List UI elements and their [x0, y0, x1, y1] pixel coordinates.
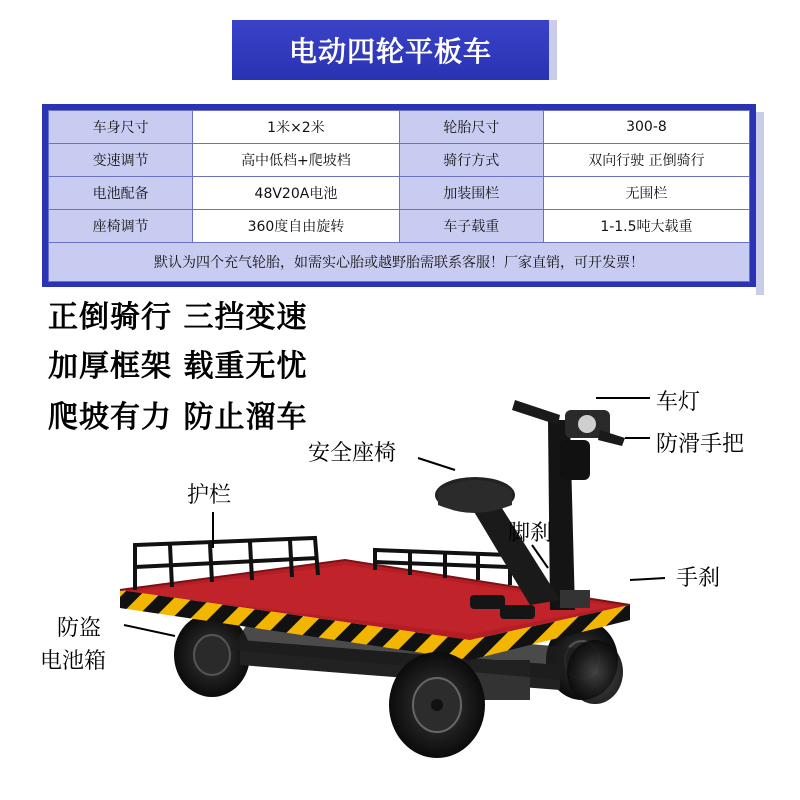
front-right-wheel [567, 640, 623, 704]
spec-value: 48V20A电池 [193, 177, 399, 210]
spec-note: 默认为四个充气轮胎，如需实心胎或越野胎需联系客服！厂家直销，可开发票！ [49, 243, 750, 282]
spec-label: 座椅调节 [49, 210, 193, 243]
callout-light: 车灯 [656, 390, 701, 415]
spec-label: 变速调节 [49, 144, 193, 177]
callout-rail: 护栏 [187, 483, 232, 508]
spec-value: 360度自由旋转 [193, 210, 399, 243]
slogan-1: 正倒骑行 三挡变速 [48, 300, 308, 335]
callout-seat: 安全座椅 [308, 441, 397, 466]
battery-box-leader [124, 625, 175, 636]
spec-label: 电池配备 [49, 177, 193, 210]
spec-label: 轮胎尺寸 [399, 111, 543, 144]
callout-battery-box-line1: 防盗 [57, 616, 102, 641]
spec-label: 加装围栏 [399, 177, 543, 210]
spec-value: 双向行驶 正倒骑行 [543, 144, 749, 177]
spec-value: 无围栏 [543, 177, 749, 210]
spec-label: 车子载重 [399, 210, 543, 243]
spec-label: 骑行方式 [399, 144, 543, 177]
hand-brake-leader [630, 578, 665, 580]
spec-value: 高中低档+爬坡档 [193, 144, 399, 177]
callout-hand-brake: 手刹 [676, 566, 721, 591]
seat-leader [418, 458, 455, 470]
slogan-2: 加厚框架 载重无忧 [48, 349, 308, 384]
spec-value: 300-8 [543, 111, 749, 144]
callout-handlebar: 防滑手把 [656, 432, 745, 457]
front-left-wheel [389, 652, 485, 758]
spec-value: 1-1.5吨大载重 [543, 210, 749, 243]
spec-value: 1米×2米 [193, 111, 399, 144]
callout-battery-box-line2: 电池箱 [40, 649, 107, 674]
spec-label: 车身尺寸 [49, 111, 193, 144]
page-title: 电动四轮平板车 [288, 35, 492, 68]
callout-foot-brake: 脚刹 [508, 521, 553, 546]
slogan-3: 爬坡有力 防止溜车 [48, 400, 308, 435]
